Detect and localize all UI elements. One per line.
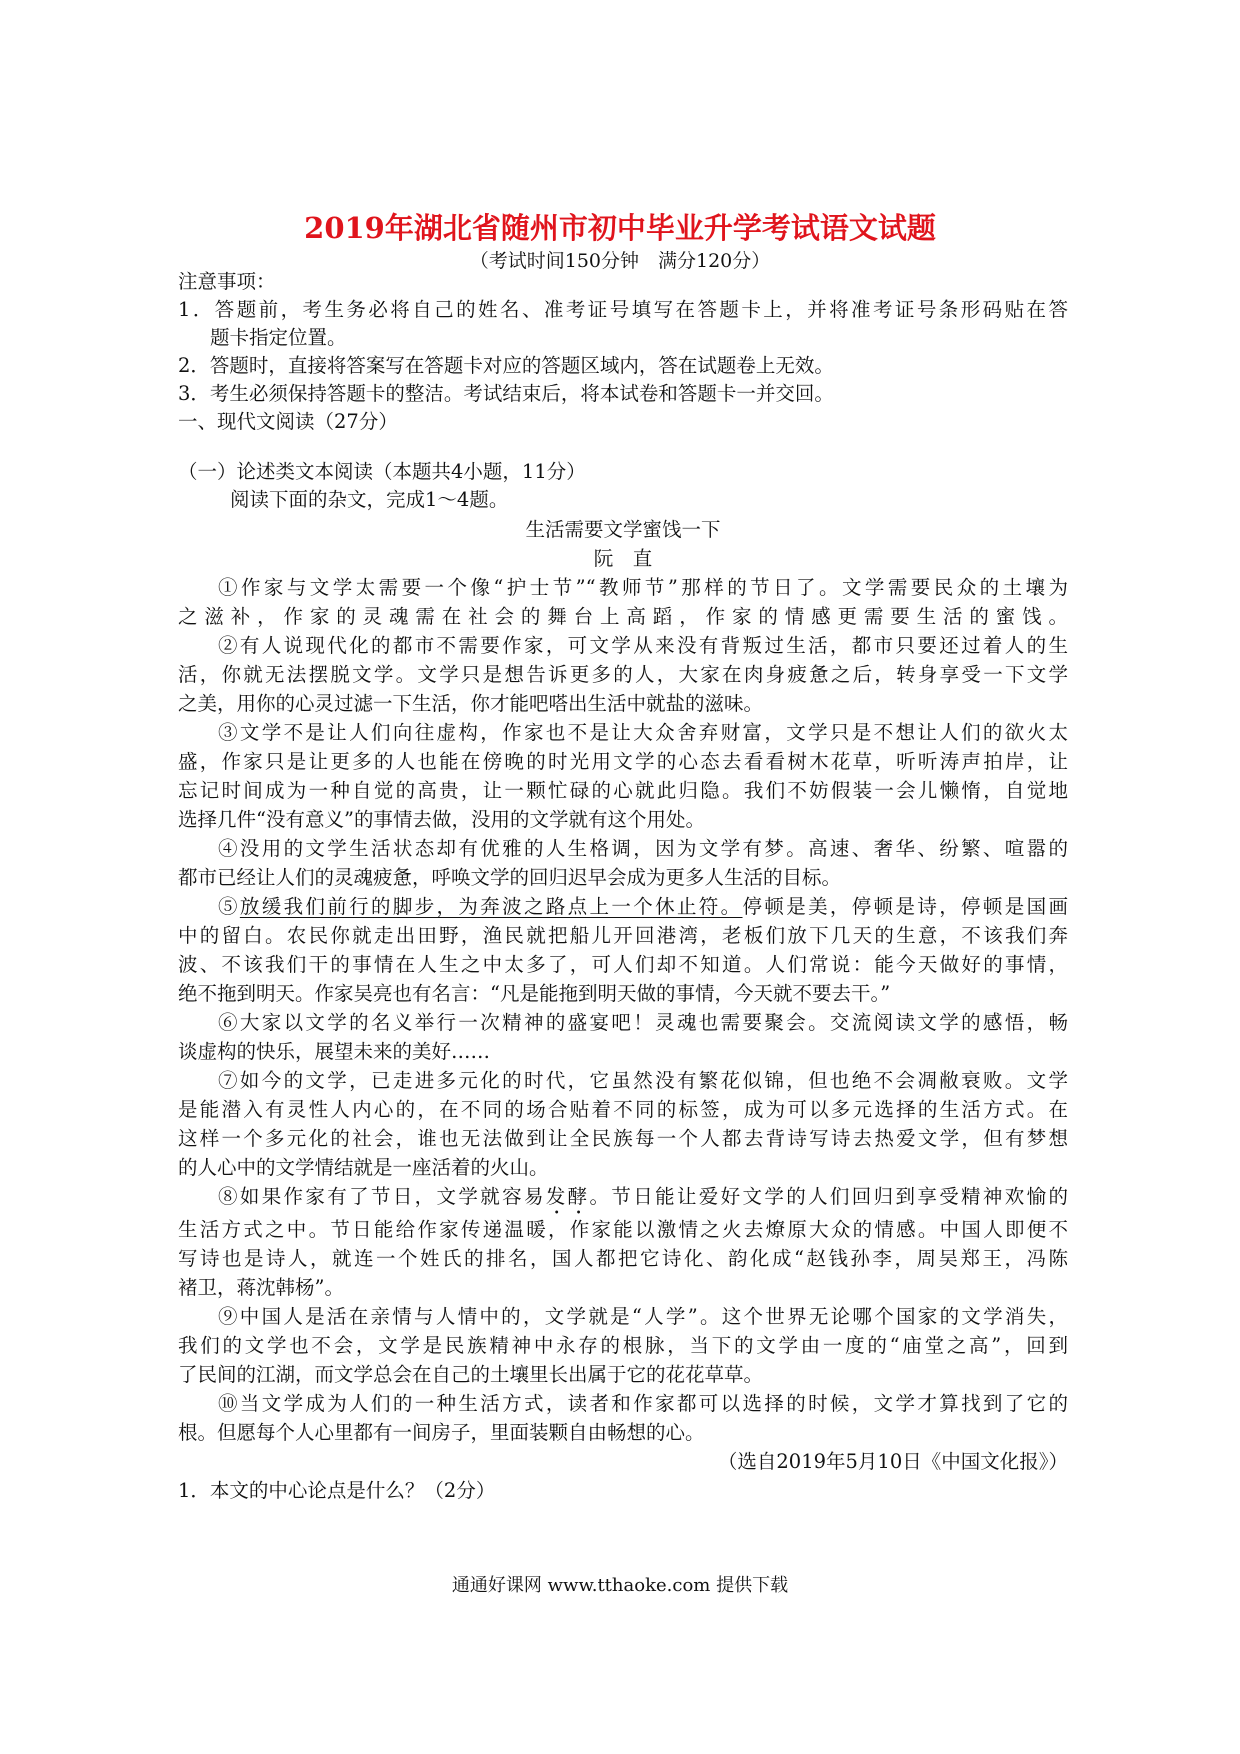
dotted-word: 发酵 [545,1185,590,1208]
paragraph-line: ④没用的文学生活状态却有优雅的人生格调，因为文学有梦。高速、奢华、纷繁、喧嚣的 [218,837,1068,860]
footer-watermark: 通通好课网 www.tthaoke.com 提供下载 [451,1575,789,1596]
paragraph-line: ⑨中国人是活在亲情与人情中的，文学就是“人学”。这个世界无论哪个国家的文学消失， [218,1305,1068,1328]
paragraph-line: 盛，作家只是让更多的人也能在傍晚的时光用文学的心态去看看树木花草，听听涛声拍岸，让 [178,750,1068,773]
paragraph-line: 褚卫，蒋沈韩杨”。 [178,1276,344,1299]
paragraph-line: 生活方式之中。节日能给作家传递温暖，作家能以激情之火去燎原大众的情感。中国人即便不 [178,1218,1068,1241]
notice-item-1-cont: 题卡指定位置。 [210,326,347,349]
paragraph-line: 是能潜入有灵性人内心的，在不同的场合贴着不同的标签，成为可以多元选择的生活方式。在 [178,1098,1068,1121]
part-heading: （一）论述类文本阅读（本题共4小题，11分） [178,460,586,483]
paragraph-line: 波、不该我们干的事情在人生之中太多了，可人们却不知道。人们常说：能今天做好的事情， [178,953,1068,976]
paragraph-line: ⑥大家以文学的名义举行一次精神的盛宴吧！灵魂也需要聚会。交流阅读文学的感悟，畅 [218,1011,1068,1034]
notice-item-1: 1．答题前，考生务必将自己的姓名、准考证号填写在答题卡上，并将准考证号条形码贴在答 [178,298,1068,321]
notice-item-2: 2．答题时，直接将答案写在答题卡对应的答题区域内，答在试题卷上无效。 [178,354,834,377]
paragraph-5-rest: 停顿是美，停顿是诗，停顿是国画 [742,895,1068,918]
paragraph-line: 的人心中的文学情结就是一座活着的火山。 [178,1156,549,1179]
paragraph-line: 了民间的江湖，而文学总会在自己的土壤里长出属于它的花花草草。 [178,1363,764,1386]
exam-subtitle: （考试时间150分钟 满分120分） [469,250,771,272]
paragraph-line: 根。但愿每个人心里都有一间房子，里面装颗自由畅想的心。 [178,1421,705,1444]
question-1: 1．本文的中心论点是什么？（2分） [178,1479,496,1502]
notice-heading: 注意事项： [178,270,276,293]
paragraph-line: 这样一个多元化的社会，谁也无法做到让全民族每一个人都去背诗写诗去热爱文学，但有梦想 [178,1127,1068,1150]
paragraph-line: 忘记时间成为一种自觉的高贵，让一颗忙碌的心就此归隐。我们不妨假装一会儿懒惰，自觉地 [178,779,1068,802]
paragraph-line: ①作家与文学太需要一个像“护士节”“教师节”那样的节日了。文学需要民众的土壤为 [218,576,1068,599]
paragraph-line: ⑦如今的文学，已走进多元化的时代，它虽然没有繁花似锦，但也绝不会凋敝衰败。文学 [218,1069,1068,1092]
paragraph-line: 写诗也是诗人，就连一个姓氏的排名，国人都把它诗化、韵化成“赵钱孙李，周吴郑王，冯陈 [178,1247,1068,1270]
paragraph-8-first-line [218,1183,1068,1219]
notice-item-3: 3．考生必须保持答题卡的整洁。考试结束后，将本试卷和答题卡一并交回。 [178,382,834,405]
paragraph-8-post: 。节日能让爱好文学的人们回归到享受精神欢愉的 [589,1185,1068,1208]
paragraph-line: 我们的文学也不会，文学是民族精神中永存的根脉，当下的文学由一度的“庙堂之高”，回到 [178,1334,1068,1357]
paragraph-line: ⑩当文学成为人们的一种生活方式，读者和作家都可以选择的时候，文学才算找到了它的 [218,1392,1068,1415]
paragraph-line: 都市已经让人们的灵魂疲惫，呼唤文学的回归迟早会成为更多人生活的目标。 [178,866,842,889]
exam-title: 2019年湖北省随州市初中毕业升学考试语文试题 [304,211,936,245]
paragraph-line: 绝不拖到明天。作家吴亮也有名言：“凡是能拖到明天做的事情，今天就不要去干。” [178,982,891,1005]
paragraph-line: 谈虚构的快乐，展望未来的美好…… [178,1040,491,1063]
paragraph-line: ②有人说现代化的都市不需要作家，可文学从来没有背叛过生活，都市只要还过着人的生 [218,634,1068,657]
paragraph-5-first-line [218,893,1068,921]
underlined-sentence: 放缓我们前行的脚步，为奔波之路点上一个休止符。 [239,895,743,918]
paragraph-5-number: ⑤ [218,895,240,918]
paragraph-line: 之滋补，作家的灵魂需在社会的舞台上高蹈，作家的情感更需要生活的蜜饯。 [178,605,1068,628]
article-title: 生活需要文学蜜饯一下 [525,518,721,541]
section-heading: 一、现代文阅读（27分） [178,410,398,433]
paragraph-line: 中的留白。农民你就走出田野，渔民就把船儿开回港湾，老板们放下几天的生意，不该我们奔 [178,924,1068,947]
paragraph-line: 选择几件“没有意义”的事情去做，没用的文学就有这个用处。 [178,808,705,831]
reading-instruction: 阅读下面的杂文，完成1～4题。 [230,488,509,511]
article-author: 阮 直 [593,547,653,570]
paragraph-8-pre: ⑧如果作家有了节日，文学就容易 [218,1185,546,1208]
paragraph-line: ③文学不是让人们向往虚构，作家也不是让大众舍弃财富，文学只是不想让人们的欲火太 [218,721,1068,744]
paragraph-line: 之美，用你的心灵过滤一下生活，你才能吧嗒出生活中就盐的滋味。 [178,692,764,715]
paragraph-line: 活，你就无法摆脱文学。文学只是想告诉更多的人，大家在肉身疲惫之后，转身享受一下文学 [178,663,1068,686]
source-citation: （选自2019年5月10日《中国文化报》） [717,1450,1068,1473]
